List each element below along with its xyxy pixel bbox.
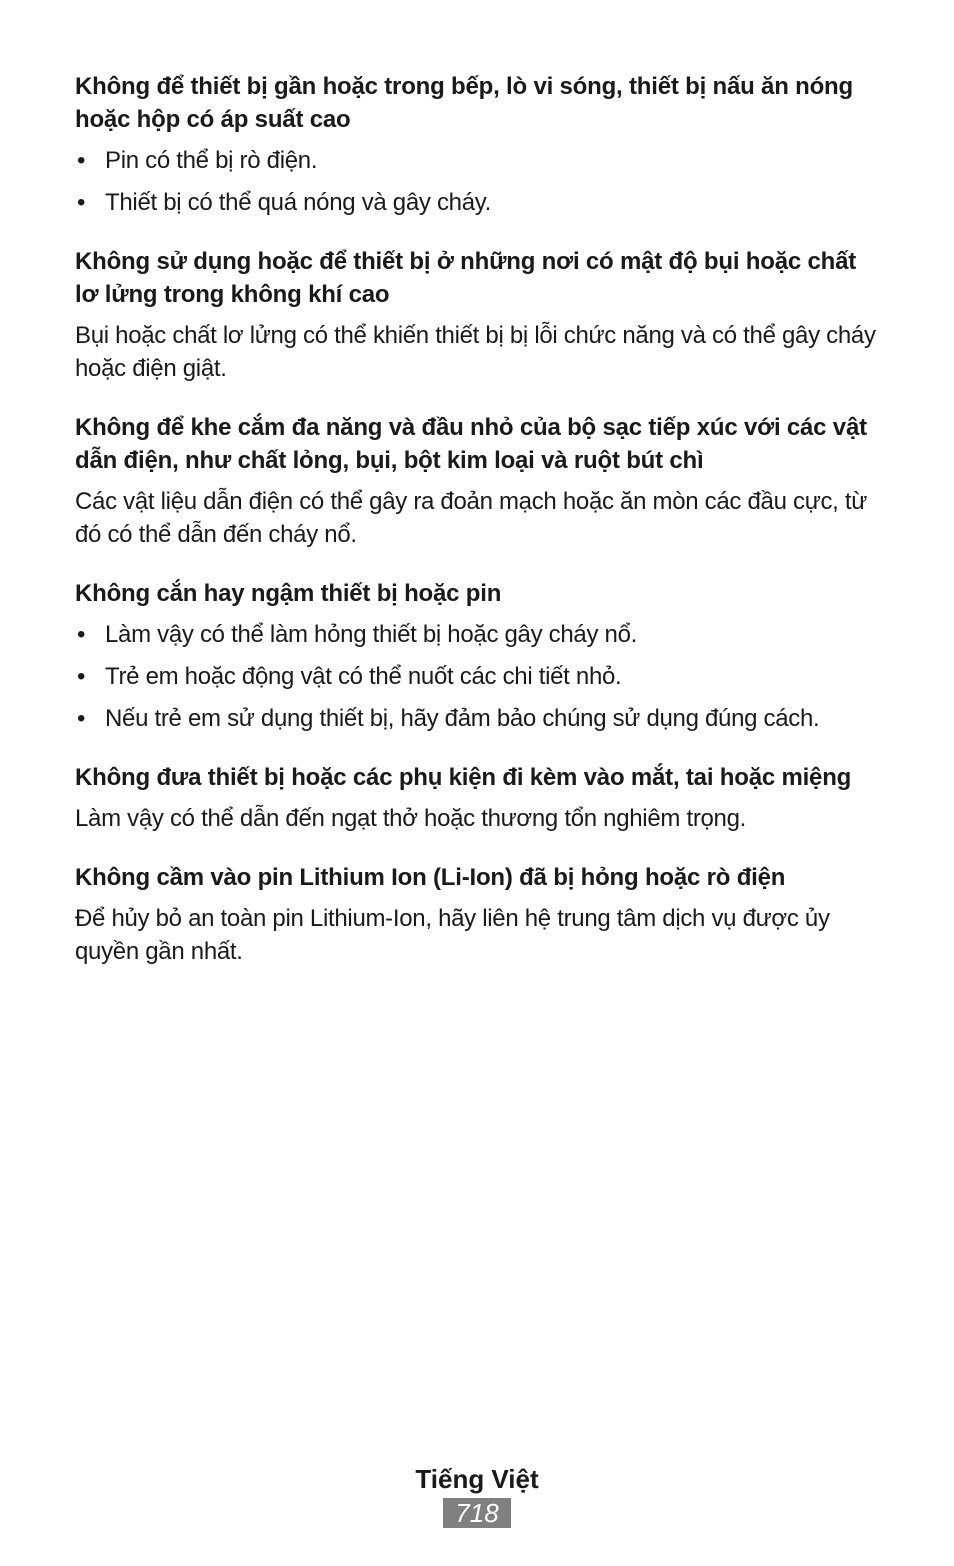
bullet-dot: • xyxy=(77,663,86,690)
section-text: Các vật liệu dẫn điện có thể gây ra đoản mạch hoặc ăn mòn các đầu cực, từ đó có thể dẫn đến cháy nổ. xyxy=(75,488,868,548)
section-conductive xyxy=(75,411,885,551)
section-eyes-ears-mouth xyxy=(75,761,885,835)
bullet-dot: • xyxy=(77,189,86,216)
section-lithium-ion xyxy=(75,861,885,968)
page-footer xyxy=(0,1462,954,1528)
section-kitchen xyxy=(75,70,885,219)
section-heading: Không sử dụng hoặc để thiết bị ở những nơi có mật độ bụi hoặc chất lơ lửng trong không khí cao xyxy=(75,248,857,308)
section-text: Để hủy bỏ an toàn pin Lithium-Ion, hãy liên hệ trung tâm dịch vụ được ủy quyền gần nhất. xyxy=(75,905,830,965)
footer-language: Tiếng Việt xyxy=(415,1464,539,1494)
bullet-list xyxy=(75,618,885,735)
section-text: Bụi hoặc chất lơ lửng có thể khiến thiết bị bị lỗi chức năng và có thể gây cháy hoặc điện giật. xyxy=(75,322,876,382)
bullet-item: • Pin có thể bị rò điện. xyxy=(75,144,885,177)
section-heading: Không cầm vào pin Lithium Ion (Li-Ion) đã bị hỏng hoặc rò điện xyxy=(75,864,786,891)
section-text: Làm vậy có thể dẫn đến ngạt thở hoặc thương tổn nghiêm trọng. xyxy=(75,805,747,832)
page-number: 718 xyxy=(443,1498,511,1528)
bullet-list xyxy=(75,144,885,219)
section-heading: Không để thiết bị gần hoặc trong bếp, lò vi sóng, thiết bị nấu ăn nóng hoặc hộp có áp suất cao xyxy=(75,73,853,133)
section-heading: Không cắn hay ngậm thiết bị hoặc pin xyxy=(75,580,502,607)
section-dust xyxy=(75,245,885,385)
bullet-item: • Trẻ em hoặc động vật có thể nuốt các chi tiết nhỏ. xyxy=(75,660,885,693)
section-bite xyxy=(75,577,885,735)
bullet-item: • Làm vậy có thể làm hỏng thiết bị hoặc gây cháy nổ. xyxy=(75,618,885,651)
bullet-item: • Thiết bị có thể quá nóng và gây cháy. xyxy=(75,186,885,219)
document-body xyxy=(75,70,885,994)
bullet-dot: • xyxy=(77,147,86,174)
bullet-dot: • xyxy=(77,621,86,648)
bullet-item: • Nếu trẻ em sử dụng thiết bị, hãy đảm bảo chúng sử dụng đúng cách. xyxy=(75,702,885,735)
section-heading: Không để khe cắm đa năng và đầu nhỏ của bộ sạc tiếp xúc với các vật dẫn điện, như chất lỏng, bụi, bột kim loại và ruột bút chì xyxy=(75,414,867,474)
section-heading: Không đưa thiết bị hoặc các phụ kiện đi kèm vào mắt, tai hoặc miệng xyxy=(75,764,852,791)
bullet-dot: • xyxy=(77,705,86,732)
